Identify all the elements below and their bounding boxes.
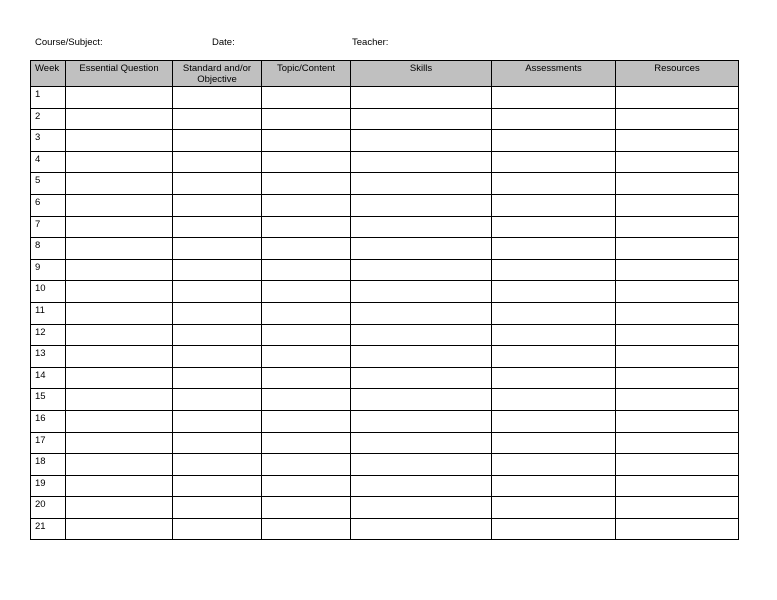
skills-cell[interactable] (351, 130, 492, 152)
assessments-cell[interactable] (492, 238, 616, 260)
skills-cell[interactable] (351, 281, 492, 303)
column-header-resources: Resources (616, 61, 739, 87)
topic-content-cell[interactable] (262, 410, 351, 432)
teacher-label: Teacher: (352, 37, 389, 48)
course-subject-label: Course/Subject: (35, 37, 103, 48)
topic-content-cell[interactable] (262, 475, 351, 497)
column-header-standard-objective: Standard and/or Objective (173, 61, 262, 87)
skills-cell[interactable] (351, 367, 492, 389)
skills-cell[interactable] (351, 324, 492, 346)
skills-cell[interactable] (351, 259, 492, 281)
resources-cell[interactable] (616, 432, 739, 454)
assessments-cell[interactable] (492, 302, 616, 324)
week-number-cell: 6 (31, 194, 66, 216)
table-row (31, 302, 739, 324)
column-header-essential-question: Essential Question (66, 61, 173, 87)
table-row (31, 216, 739, 238)
essential-question-cell[interactable] (66, 475, 173, 497)
topic-content-cell[interactable] (262, 151, 351, 173)
assessments-cell[interactable] (492, 346, 616, 368)
standard-objective-cell[interactable] (173, 346, 262, 368)
table-row (31, 87, 739, 109)
standard-objective-cell[interactable] (173, 87, 262, 109)
standard-objective-cell[interactable] (173, 454, 262, 476)
essential-question-cell[interactable] (66, 108, 173, 130)
week-number-cell: 19 (31, 475, 66, 497)
assessments-cell[interactable] (492, 151, 616, 173)
resources-cell[interactable] (616, 518, 739, 540)
resources-cell[interactable] (616, 87, 739, 109)
table-row (31, 497, 739, 519)
essential-question-cell[interactable] (66, 130, 173, 152)
table-row (31, 151, 739, 173)
skills-cell[interactable] (351, 173, 492, 195)
topic-content-cell[interactable] (262, 281, 351, 303)
resources-cell[interactable] (616, 367, 739, 389)
assessments-cell[interactable] (492, 410, 616, 432)
resources-cell[interactable] (616, 238, 739, 260)
essential-question-cell[interactable] (66, 238, 173, 260)
skills-cell[interactable] (351, 518, 492, 540)
week-number-cell: 18 (31, 454, 66, 476)
assessments-cell[interactable] (492, 518, 616, 540)
skills-cell[interactable] (351, 302, 492, 324)
table-row (31, 108, 739, 130)
week-number-cell: 20 (31, 497, 66, 519)
standard-objective-cell[interactable] (173, 497, 262, 519)
topic-content-cell[interactable] (262, 173, 351, 195)
resources-cell[interactable] (616, 194, 739, 216)
column-header-assessments: Assessments (492, 61, 616, 87)
standard-objective-cell[interactable] (173, 475, 262, 497)
week-number-cell: 1 (31, 87, 66, 109)
skills-cell[interactable] (351, 410, 492, 432)
resources-cell[interactable] (616, 216, 739, 238)
standard-objective-cell[interactable] (173, 194, 262, 216)
topic-content-cell[interactable] (262, 454, 351, 476)
essential-question-cell[interactable] (66, 302, 173, 324)
topic-content-cell[interactable] (262, 87, 351, 109)
assessments-cell[interactable] (492, 389, 616, 411)
standard-objective-cell[interactable] (173, 410, 262, 432)
table-row (31, 194, 739, 216)
topic-content-cell[interactable] (262, 367, 351, 389)
week-number-cell: 13 (31, 346, 66, 368)
table-row (31, 367, 739, 389)
essential-question-cell[interactable] (66, 216, 173, 238)
skills-cell[interactable] (351, 346, 492, 368)
topic-content-cell[interactable] (262, 432, 351, 454)
assessments-cell[interactable] (492, 497, 616, 519)
lesson-plan-table (30, 60, 739, 540)
week-number-cell: 5 (31, 173, 66, 195)
topic-content-cell[interactable] (262, 389, 351, 411)
essential-question-cell[interactable] (66, 194, 173, 216)
table-row (31, 475, 739, 497)
week-number-cell: 8 (31, 238, 66, 260)
essential-question-cell[interactable] (66, 432, 173, 454)
skills-cell[interactable] (351, 238, 492, 260)
week-number-cell: 3 (31, 130, 66, 152)
table-row (31, 432, 739, 454)
column-header-skills: Skills (351, 61, 492, 87)
table-header-row (31, 61, 739, 87)
table-row (31, 389, 739, 411)
topic-content-cell[interactable] (262, 497, 351, 519)
skills-cell[interactable] (351, 87, 492, 109)
essential-question-cell[interactable] (66, 518, 173, 540)
resources-cell[interactable] (616, 346, 739, 368)
table-row (31, 259, 739, 281)
resources-cell[interactable] (616, 410, 739, 432)
skills-cell[interactable] (351, 194, 492, 216)
skills-cell[interactable] (351, 389, 492, 411)
standard-objective-cell[interactable] (173, 238, 262, 260)
week-number-cell: 4 (31, 151, 66, 173)
resources-cell[interactable] (616, 173, 739, 195)
standard-objective-cell[interactable] (173, 108, 262, 130)
standard-objective-cell[interactable] (173, 281, 262, 303)
table-row (31, 238, 739, 260)
table-row (31, 454, 739, 476)
week-number-cell: 14 (31, 367, 66, 389)
table-row (31, 130, 739, 152)
week-number-cell: 10 (31, 281, 66, 303)
assessments-cell[interactable] (492, 216, 616, 238)
assessments-cell[interactable] (492, 324, 616, 346)
table-row (31, 410, 739, 432)
standard-objective-cell[interactable] (173, 367, 262, 389)
essential-question-cell[interactable] (66, 324, 173, 346)
assessments-cell[interactable] (492, 108, 616, 130)
essential-question-cell[interactable] (66, 151, 173, 173)
topic-content-cell[interactable] (262, 324, 351, 346)
topic-content-cell[interactable] (262, 216, 351, 238)
resources-cell[interactable] (616, 108, 739, 130)
topic-content-cell[interactable] (262, 518, 351, 540)
essential-question-cell[interactable] (66, 259, 173, 281)
assessments-cell[interactable] (492, 194, 616, 216)
resources-cell[interactable] (616, 151, 739, 173)
standard-objective-cell[interactable] (173, 216, 262, 238)
column-header-week: Week (31, 61, 66, 87)
column-header-topic-content: Topic/Content (262, 61, 351, 87)
resources-cell[interactable] (616, 130, 739, 152)
standard-objective-cell[interactable] (173, 302, 262, 324)
resources-cell[interactable] (616, 475, 739, 497)
essential-question-cell[interactable] (66, 497, 173, 519)
resources-cell[interactable] (616, 389, 739, 411)
resources-cell[interactable] (616, 454, 739, 476)
assessments-cell[interactable] (492, 259, 616, 281)
week-number-cell: 15 (31, 389, 66, 411)
skills-cell[interactable] (351, 454, 492, 476)
table-row (31, 173, 739, 195)
standard-objective-cell[interactable] (173, 151, 262, 173)
skills-cell[interactable] (351, 151, 492, 173)
week-number-cell: 21 (31, 518, 66, 540)
table-body (31, 87, 739, 540)
week-number-cell: 12 (31, 324, 66, 346)
topic-content-cell[interactable] (262, 238, 351, 260)
essential-question-cell[interactable] (66, 410, 173, 432)
assessments-cell[interactable] (492, 281, 616, 303)
skills-cell[interactable] (351, 432, 492, 454)
week-number-cell: 7 (31, 216, 66, 238)
skills-cell[interactable] (351, 216, 492, 238)
assessments-cell[interactable] (492, 130, 616, 152)
skills-cell[interactable] (351, 108, 492, 130)
standard-objective-cell[interactable] (173, 173, 262, 195)
standard-objective-cell[interactable] (173, 130, 262, 152)
standard-objective-cell[interactable] (173, 432, 262, 454)
skills-cell[interactable] (351, 497, 492, 519)
week-number-cell: 11 (31, 302, 66, 324)
essential-question-cell[interactable] (66, 173, 173, 195)
topic-content-cell[interactable] (262, 302, 351, 324)
essential-question-cell[interactable] (66, 454, 173, 476)
topic-content-cell[interactable] (262, 346, 351, 368)
resources-cell[interactable] (616, 497, 739, 519)
table-row (31, 518, 739, 540)
week-number-cell: 2 (31, 108, 66, 130)
assessments-cell[interactable] (492, 432, 616, 454)
topic-content-cell[interactable] (262, 108, 351, 130)
topic-content-cell[interactable] (262, 259, 351, 281)
essential-question-cell[interactable] (66, 87, 173, 109)
date-label: Date: (212, 37, 235, 48)
week-number-cell: 16 (31, 410, 66, 432)
resources-cell[interactable] (616, 259, 739, 281)
resources-cell[interactable] (616, 324, 739, 346)
assessments-cell[interactable] (492, 367, 616, 389)
skills-cell[interactable] (351, 475, 492, 497)
standard-objective-cell[interactable] (173, 518, 262, 540)
standard-objective-cell[interactable] (173, 389, 262, 411)
week-number-cell: 9 (31, 259, 66, 281)
resources-cell[interactable] (616, 302, 739, 324)
essential-question-cell[interactable] (66, 281, 173, 303)
week-number-cell: 17 (31, 432, 66, 454)
table-row (31, 324, 739, 346)
topic-content-cell[interactable] (262, 130, 351, 152)
essential-question-cell[interactable] (66, 389, 173, 411)
resources-cell[interactable] (616, 281, 739, 303)
essential-question-cell[interactable] (66, 367, 173, 389)
table-row (31, 346, 739, 368)
standard-objective-cell[interactable] (173, 324, 262, 346)
assessments-cell[interactable] (492, 454, 616, 476)
topic-content-cell[interactable] (262, 194, 351, 216)
table-row (31, 281, 739, 303)
assessments-cell[interactable] (492, 173, 616, 195)
essential-question-cell[interactable] (66, 346, 173, 368)
standard-objective-cell[interactable] (173, 259, 262, 281)
assessments-cell[interactable] (492, 87, 616, 109)
assessments-cell[interactable] (492, 475, 616, 497)
